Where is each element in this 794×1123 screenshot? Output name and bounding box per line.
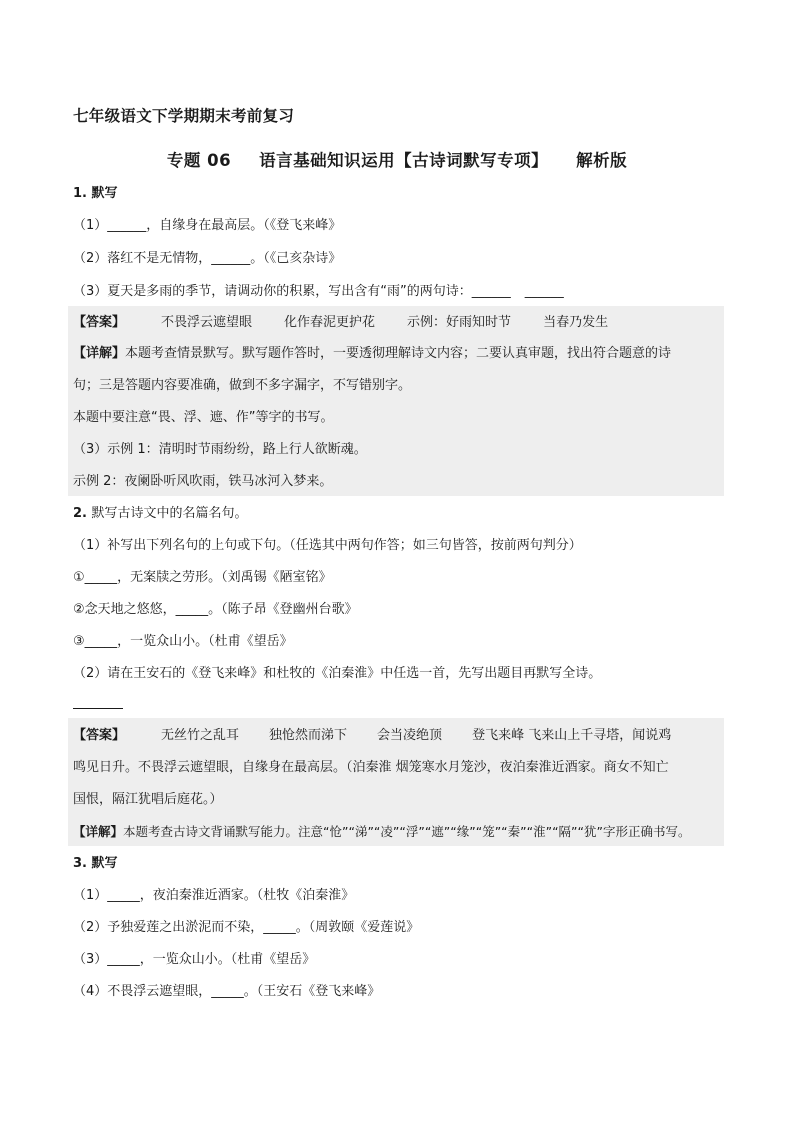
- question-2-answer-line-2: 鸣见日升。不畏浮云遮望眼，自缘身在最高层。（泊秦淮 烟笼寒水月笼沙，夜泊秦淮近酒家。商女不知亡: [73, 760, 669, 775]
- question-2-sub-1: （1）补写出下列名句的上句或下句。（任选其中两句作答；如三句皆答，按前两句判分）: [73, 538, 582, 553]
- answer-blank-line: [73, 708, 123, 709]
- main-title-topic-number: 专题 06: [166, 151, 232, 170]
- main-title-topic: 语言基础知识运用【古诗词默写专项】: [259, 151, 549, 170]
- question-3-title: 3. 默写: [73, 856, 118, 871]
- question-1-detail-line-2: 句；三是答题内容要准确，做到不多字漏字，不写错别字。: [73, 378, 412, 393]
- doc-header-title: 七年级语文下学期期末考前复习: [73, 107, 295, 125]
- question-2-title: 2. 默写古诗文中的名篇名句。: [73, 506, 248, 521]
- question-1-answer-box: [68, 306, 724, 496]
- question-2-item-1: ①_____，无案牍之劳形。（刘禹锡《陋室铭》: [73, 570, 332, 585]
- question-2-answer-line-1: 【答案】 无丝竹之乱耳 独怆然而涕下 会当凌绝顶 登飞来峰 飞来山上千寻塔，闻说鸡: [73, 728, 672, 743]
- question-1-detail-line-1: 【详解】本题考查情景默写。默写题作答时，一要透彻理解诗文内容；二要认真审题，找出符合题意的诗: [73, 346, 672, 361]
- doc-main-title: [0, 147, 794, 171]
- question-1-detail-line-3: 本题中要注意“畏、浮、遮、作”等字的书写。: [73, 410, 334, 425]
- question-2-item-2: ②念天地之悠悠，_____。（陈子昂《登幽州台歌》: [73, 602, 358, 617]
- question-1-title: 1. 默写: [73, 186, 118, 201]
- question-1-detail-line-4: （3）示例 1：清明时节雨纷纷，路上行人欲断魂。: [73, 442, 367, 457]
- question-1-item-3: （3）夏天是多雨的季节，请调动你的积累，写出含有“雨”的两句诗：______ ______: [73, 284, 564, 299]
- question-2-item-3: ③_____，一览众山小。（杜甫《望岳》: [73, 634, 293, 649]
- main-title-version: 解析版: [576, 151, 628, 170]
- question-3-item-2: （2）予独爱莲之出淤泥而不染，_____。（周敦颐《爱莲说》: [73, 920, 420, 935]
- question-3-item-3: （3）_____，一览众山小。（杜甫《望岳》: [73, 952, 316, 967]
- question-1-answer: 【答案】 不畏浮云遮望眼 化作春泥更护花 示例：好雨知时节 当春乃发生: [73, 315, 609, 330]
- question-3-item-4: （4）不畏浮云遮望眼，_____。（王安石《登飞来峰》: [73, 984, 381, 999]
- question-3-item-1: （1）_____，夜泊秦淮近酒家。（杜牧《泊秦淮》: [73, 888, 355, 903]
- question-1-item-1: （1）______，自缘身在最高层。（《登飞来峰》: [73, 218, 342, 233]
- question-2-answer-line-3: 国恨，隔江犹唱后庭花。）: [73, 792, 223, 807]
- question-1-detail-line-5: 示例 2：夜阑卧听风吹雨，铁马冰河入梦来。: [73, 474, 333, 489]
- question-2-sub-2: （2）请在王安石的《登飞来峰》和杜牧的《泊秦淮》中任选一首，先写出题目再默写全诗。: [73, 666, 602, 681]
- question-2-detail: 【详解】本题考查古诗文背诵默写能力。注意“怆”“涕”“凌”“浮”“遮”“缘”“笼”“秦”“淮”“隔”“犹”字形正确书写。: [73, 824, 691, 839]
- question-1-item-2: （2）落红不是无情物，______。（《己亥杂诗》: [73, 251, 342, 266]
